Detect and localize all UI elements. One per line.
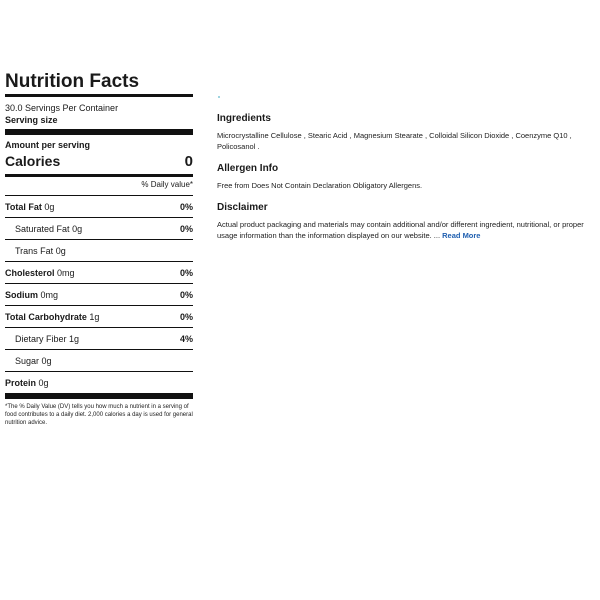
divider-heavy [5, 129, 193, 135]
divider-thick [5, 94, 193, 97]
servings-per-container: 30.0 Servings Per Container [5, 103, 119, 113]
allergen-text: Free from Does Not Contain Declaration Obligatory Allergens. [217, 181, 423, 190]
nutrient-label [5, 378, 49, 388]
nutrient-daily-value: 4% [179, 333, 193, 344]
nutrient-amount: 0mg [40, 289, 59, 300]
daily-value-footnote: *The % Daily Value (DV) tells you how much a nutrient in a serving of food contributes to a daily diet. 2,000 calories a day is used for general nutrition advice. [5, 404, 193, 426]
nutrient-name: Total Fat [5, 201, 42, 212]
calories-label: Calories [5, 153, 61, 169]
nutrient-name: Saturated Fat [15, 223, 70, 234]
divider-heavy-bottom [5, 393, 193, 399]
nutrient-daily-value: 0% [179, 311, 193, 322]
nutrient-row [5, 349, 193, 371]
nutrient-name: Total Carbohydrate [5, 311, 87, 322]
nutrient-name: Dietary Fiber [15, 333, 67, 344]
nutrient-row [5, 371, 193, 393]
nutrient-label [5, 334, 79, 344]
allergen-section [217, 162, 597, 191]
disclaimer-section [217, 201, 597, 241]
nutrient-amount: 0g [55, 245, 66, 256]
nutrient-label [5, 224, 82, 234]
nutrient-label [5, 202, 54, 212]
nutrient-row [5, 217, 193, 239]
nutrient-daily-value: 0% [179, 289, 193, 300]
disclaimer-text [217, 219, 597, 241]
nutrient-name: Cholesterol [5, 267, 55, 278]
nutrient-daily-value: 0% [179, 223, 193, 234]
nutrient-amount: 1g [69, 333, 80, 344]
nutrient-label [5, 268, 75, 278]
nutrient-list [5, 195, 193, 393]
nutrient-label [5, 356, 52, 366]
nutrition-facts-title: Nutrition Facts [5, 71, 140, 92]
nutrient-label [5, 312, 99, 322]
disclaimer-heading: Disclaimer [217, 202, 268, 213]
nutrition-facts-panel [5, 70, 193, 427]
nutrient-name: Protein [5, 377, 37, 388]
nutrient-amount: 1g [89, 311, 100, 322]
nutrient-daily-value: 0% [179, 267, 193, 278]
nutrient-amount: 0g [72, 223, 83, 234]
nutrient-amount: 0g [44, 201, 55, 212]
nutrient-row [5, 283, 193, 305]
product-info-panel [217, 96, 597, 251]
serving-size-label: Serving size [5, 115, 58, 125]
nutrient-label [5, 290, 58, 300]
ingredients-text: Microcrystalline Cellulose , Stearic Acid , Magnesium Stearate , Colloidal Silicon Dioxide , Coenzyme Q10 , Policosanol . [217, 131, 572, 151]
calories-row [5, 151, 193, 174]
read-more-link[interactable]: Read More [442, 231, 481, 240]
nutrient-row [5, 195, 193, 217]
amount-per-serving: Amount per serving [5, 140, 91, 150]
nutrient-amount: 0mg [57, 267, 75, 278]
nutrient-label [5, 246, 66, 256]
daily-value-header: % Daily value* [141, 180, 193, 189]
disclaimer-body: Actual product packaging and materials may contain additional and/or different ingredient, nutritional, or proper usage information than the information displayed on our website. ... [217, 220, 584, 240]
nutrient-name: Sugar [15, 355, 40, 366]
nutrient-row [5, 261, 193, 283]
ingredients-heading: Ingredients [217, 113, 271, 124]
nutrient-name: Sodium [5, 289, 38, 300]
nutrient-amount: 0g [41, 355, 52, 366]
nutrient-row [5, 239, 193, 261]
ingredients-section [217, 112, 597, 152]
nutrient-name: Trans Fat [15, 245, 54, 256]
allergen-heading: Allergen Info [217, 163, 279, 174]
nutrient-row [5, 305, 193, 327]
calories-value: 0 [184, 153, 193, 170]
nutrient-row [5, 327, 193, 349]
nutrient-amount: 0g [38, 377, 49, 388]
nutrient-daily-value: 0% [179, 201, 193, 212]
